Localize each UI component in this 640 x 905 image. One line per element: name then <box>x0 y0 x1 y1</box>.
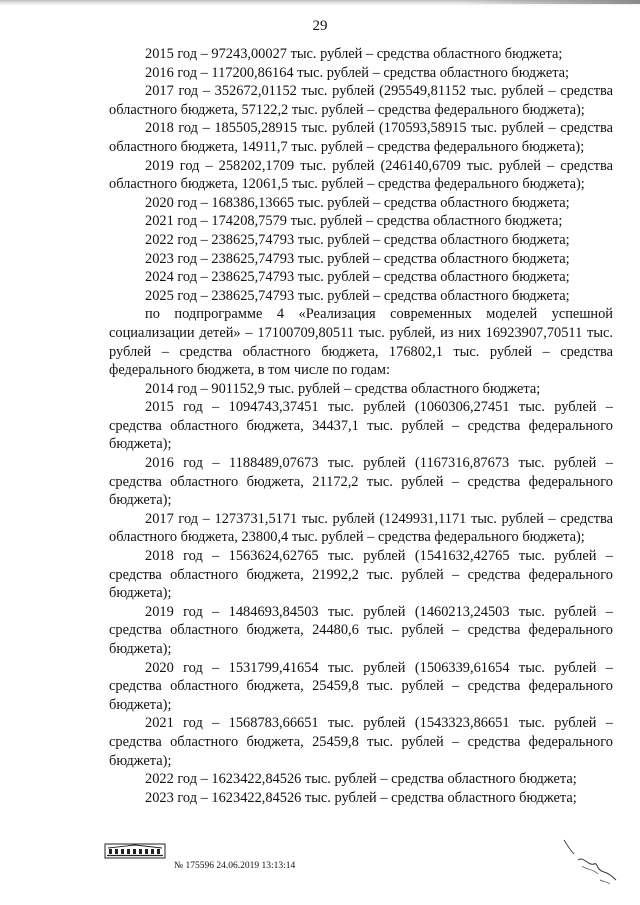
handwritten-signature-icon <box>560 836 620 888</box>
paragraph-2022-sub3: 2022 год – 238625,74793 тыс. рублей – средства областного бюджета; <box>145 231 570 248</box>
building-stamp-icon <box>104 843 166 859</box>
paragraph-2017-sub4: 2017 год – 1273731,5171 тыс. рублей (1249931,1171 тыс. рублей – средства областного бюджета, 23800,4 тыс. рублей – средства федерального бюджета); <box>109 510 613 546</box>
document-body <box>109 45 613 807</box>
paragraph-2024-sub3: 2024 год – 238625,74793 тыс. рублей – средства областного бюджета; <box>145 269 570 286</box>
paragraph-2019-sub4: 2019 год – 1484693,84503 тыс. рублей (1460213,24503 тыс. рублей – средства областного бюджета, 24480,6 тыс. рублей – средства федерального бюджета); <box>109 603 613 657</box>
paragraph-2018-sub3: 2018 год – 185505,28915 тыс. рублей (170593,58915 тыс. рублей – средства областного бюджета, 14911,7 тыс. рублей – средства федерального бюджета); <box>109 120 613 155</box>
paragraph-2020-sub4: 2020 год – 1531799,41654 тыс. рублей (1506339,61654 тыс. рублей – средства областного бюджета, 25459,8 тыс. рублей – средства федерального бюджета); <box>109 659 613 713</box>
paragraph-2018-sub4: 2018 год – 1563624,62765 тыс. рублей (1541632,42765 тыс. рублей – средства областного бюджета, 21992,2 тыс. рублей – средства федерального бюджета); <box>109 548 613 602</box>
paragraph-2017-sub3: 2017 год – 352672,01152 тыс. рублей (295549,81152 тыс. рублей – средства областного бюджета, 57122,2 тыс. рублей – средства федерального бюджета); <box>109 83 613 118</box>
paragraph-subprogram-4-intro: по подпрограмме 4 «Реализация современных моделей успешной социализации детей» – 17100709,80511 тыс. рублей, из них 16923907,70511 тыс. рублей – средства областного бюджета, 176802,1 тыс. рублей – средства федерального бюджета, в том числе по годам: <box>109 306 613 379</box>
paragraph-2020-sub3: 2020 год – 168386,13665 тыс. рублей – средства областного бюджета; <box>145 194 570 211</box>
scan-top-edge-shadow <box>460 0 640 4</box>
paragraph-2016-sub3: 2016 год – 117200,86164 тыс. рублей – средства областного бюджета; <box>145 64 570 81</box>
paragraph-2023-sub3: 2023 год – 238625,74793 тыс. рублей – средства областного бюджета; <box>145 250 570 267</box>
paragraph-2015-sub3: 2015 год – 97243,00027 тыс. рублей – средства областного бюджета; <box>145 46 563 62</box>
paragraph-2022-sub4: 2022 год – 1623422,84526 тыс. рублей – средства областного бюджета; <box>145 771 577 788</box>
paragraph-2025-sub3: 2025 год – 238625,74793 тыс. рублей – средства областного бюджета; <box>145 287 570 304</box>
paragraph-2016-sub4: 2016 год – 1188489,07673 тыс. рублей (1167316,87673 тыс. рублей – средства областного бюджета, 21172,2 тыс. рублей – средства федерального бюджета); <box>109 455 613 509</box>
paragraph-2021-sub3: 2021 год – 174208,7579 тыс. рублей – средства областного бюджета; <box>145 213 563 230</box>
page-number: 29 <box>312 18 328 34</box>
paragraph-2023-sub4: 2023 год – 1623422,84526 тыс. рублей – средства областного бюджета; <box>145 789 577 806</box>
paragraph-2014-sub4: 2014 год – 901152,9 тыс. рублей – средства областного бюджета; <box>145 380 541 397</box>
paragraph-2015-sub4: 2015 год – 1094743,37451 тыс. рублей (1060306,27451 тыс. рублей – средства областного бюджета, 34437,1 тыс. рублей – средства федерального бюджета); <box>109 399 613 453</box>
registration-number: № 175596 24.06.2019 13:13:14 <box>174 861 296 871</box>
paragraph-2019-sub3: 2019 год – 258202,1709 тыс. рублей (246140,6709 тыс. рублей – средства областного бюджета, 12061,5 тыс. рублей – средства федерального бюджета); <box>109 157 613 193</box>
paragraph-2021-sub4: 2021 год – 1568783,66651 тыс. рублей (1543323,86651 тыс. рублей – средства областного бюджета, 25459,8 тыс. рублей – средства федерального бюджета); <box>109 715 613 769</box>
